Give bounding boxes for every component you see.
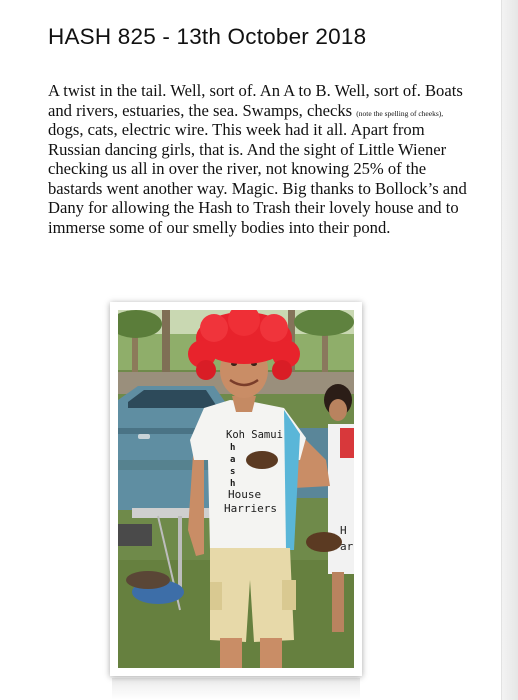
man-leg <box>220 638 242 668</box>
side-shirt-text: H <box>340 524 347 537</box>
shorts-pocket <box>282 580 296 610</box>
photo-illustration <box>118 310 354 668</box>
article-body <box>48 81 468 237</box>
girl-leg <box>332 572 344 632</box>
article-body-part-2: dogs, cats, electric wire. This week had it all. Apart from Russian dancing girls, that is. And the sight of Little Wiener checking us all in over the river, not knowing 25% of the bastards went another way. Magic. Big thanks to Bollock’s and Dany for allowing the Hash to Trash their lovely house and to immerse some of our smelly bodies into their pond. <box>48 120 467 237</box>
table-leg <box>178 516 182 596</box>
girl-face <box>329 399 347 421</box>
bag <box>126 571 170 589</box>
article-body-part-1: A twist in the tail. Well, sort of. An A to B. Well, sort of. Boats and rivers, estuaries, the sea. Swamps, checks <box>48 81 463 120</box>
article-body-note: (note the spelling of cheeks), <box>356 108 444 118</box>
shirt-text-house: House <box>228 488 262 501</box>
photo-shadow <box>112 678 360 700</box>
scroll-edge[interactable] <box>501 0 518 700</box>
girl-sash <box>340 428 354 458</box>
coconut-bowl <box>246 451 278 469</box>
shirt-text-harriers: Harriers <box>224 502 277 515</box>
photo-frame[interactable] <box>110 302 362 676</box>
shirt-letter: s <box>230 467 236 477</box>
shirt-text-koh-samui: Koh Samui <box>226 429 283 441</box>
shorts-pocket <box>210 582 222 610</box>
man-leg <box>260 638 282 668</box>
palm-trunk <box>162 310 170 382</box>
truck-window <box>128 390 218 408</box>
page-title: HASH 825 - 13th October 2018 <box>48 24 367 49</box>
shirt-letter: h <box>230 479 236 489</box>
bag <box>118 524 152 546</box>
coconut-bowl <box>306 532 342 552</box>
truck-handle <box>138 434 150 439</box>
shirt-letter: h <box>230 443 236 453</box>
hash-photo[interactable] <box>118 310 354 668</box>
side-shirt-text: ar <box>340 540 354 553</box>
shirt-letter: a <box>230 455 236 465</box>
man-neck <box>232 396 256 412</box>
